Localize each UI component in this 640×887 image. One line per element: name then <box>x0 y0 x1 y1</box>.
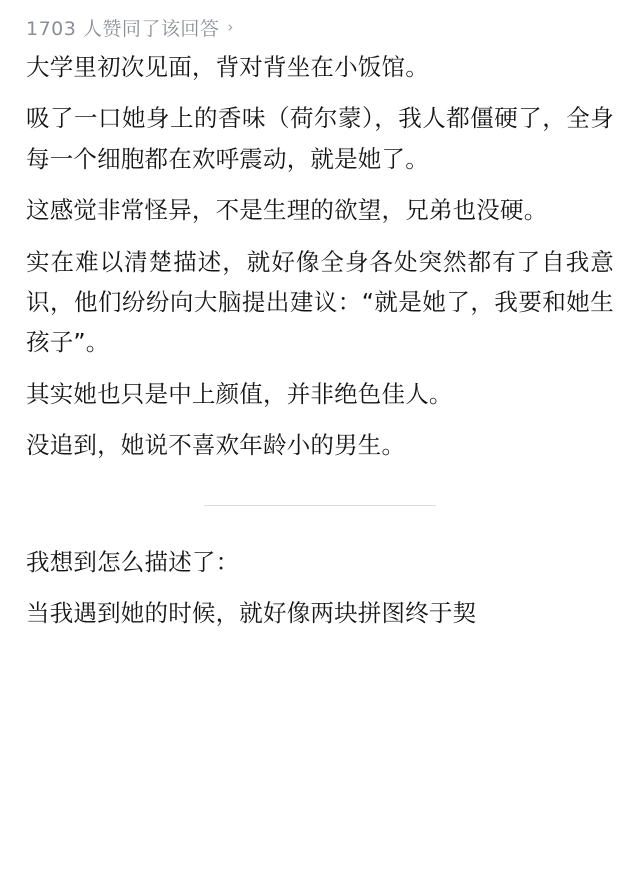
answer-paragraph: 吸了一口她身上的香味（荷尔蒙），我人都僵硬了，全身每一个细胞都在欢呼震动，就是她了。 <box>26 104 614 173</box>
answer-paragraph: 没追到，她说不喜欢年龄小的男生。 <box>26 431 406 460</box>
answer-paragraph-clipped: 当我遇到她的时候，就好像两块拼图终于契 <box>26 599 477 628</box>
vote-count-label: 1703 人赞同了该回答 <box>26 18 220 40</box>
chevron-right-icon: › <box>227 18 234 36</box>
answer-paragraph: 我想到怎么描述了： <box>26 547 240 576</box>
vote-count-bar[interactable] <box>26 0 614 47</box>
answer-content <box>26 47 614 633</box>
section-divider-wrapper <box>26 477 614 542</box>
section-divider <box>204 505 436 506</box>
answer-paragraph: 大学里初次见面，背对背坐在小饭馆。 <box>26 53 429 81</box>
answer-paragraph: 这感觉非常怪异，不是生理的欲望，兄弟也没硬。 <box>26 196 548 225</box>
answer-paragraph: 实在难以清楚描述，就好像全身各处突然都有了自我意识，他们纷纷向大脑提出建议：“就是她了，我要和她生孩子”。 <box>26 247 614 357</box>
answer-paragraph: 其实她也只是中上颜值，并非绝色佳人。 <box>26 379 453 408</box>
